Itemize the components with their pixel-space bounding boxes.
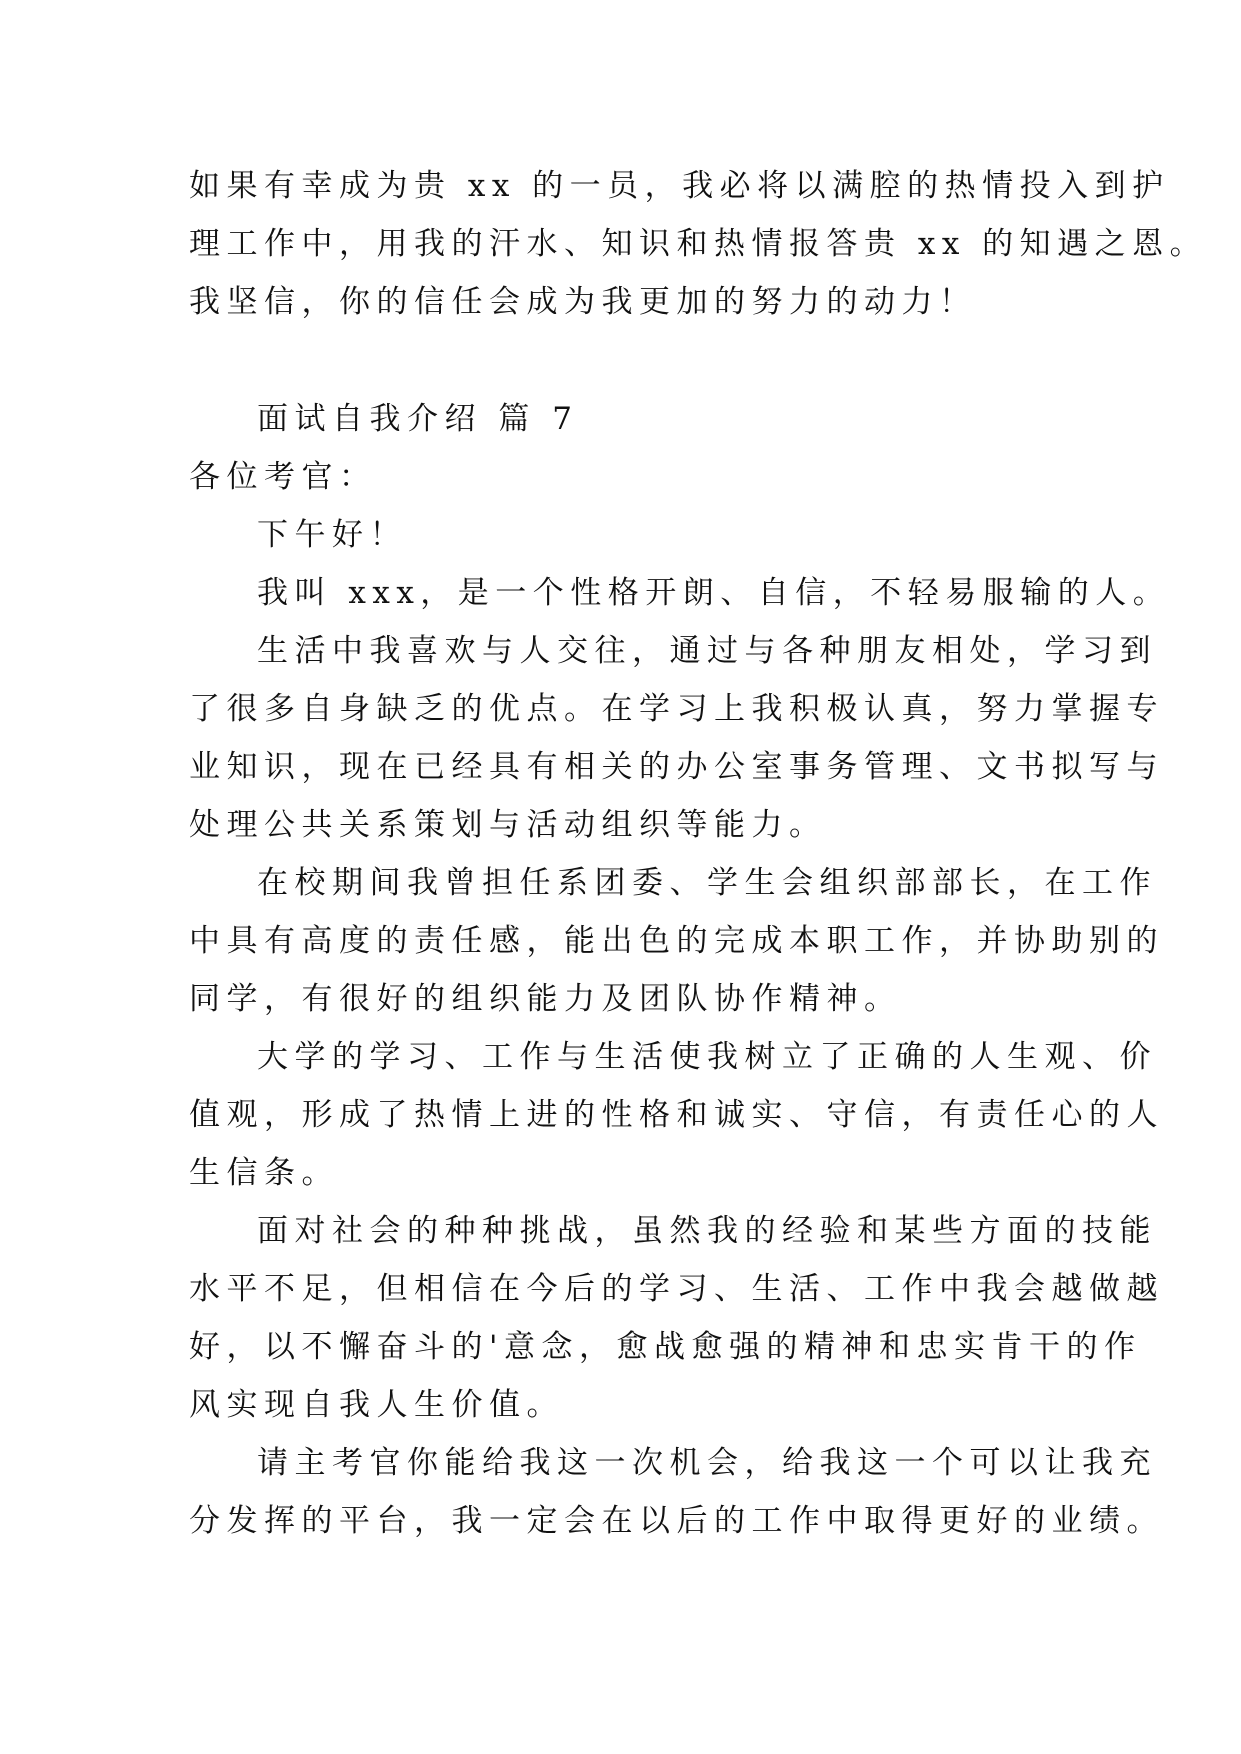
text-line: 生信条。 [189, 1155, 339, 1191]
text-line: 同学，有很好的组织能力及团队协作精神。 [189, 981, 902, 1017]
text-line: 生活中我喜欢与人交往，通过与各种朋友相处，学习到 [257, 633, 1157, 669]
text-line: 面对社会的种种挑战，虽然我的经验和某些方面的技能 [257, 1213, 1157, 1249]
salutation: 各位考官： [189, 459, 377, 495]
text-line: 业知识，现在已经具有相关的办公室事务管理、文书拟写与 [189, 749, 1164, 785]
section-heading: 面试自我介绍 篇 7 [257, 401, 579, 437]
text-line: 请主考官你能给我这一次机会，给我这一个可以让我充 [257, 1445, 1157, 1481]
text-line: 在校期间我曾担任系团委、学生会组织部部长，在工作 [257, 865, 1157, 901]
text-line: 风实现自我人生价值。 [189, 1387, 564, 1423]
text-line: 分发挥的平台，我一定会在以后的工作中取得更好的业绩。 [189, 1503, 1164, 1539]
text-line: 了很多自身缺乏的优点。在学习上我积极认真，努力掌握专 [189, 691, 1164, 727]
greeting: 下午好！ [257, 517, 407, 553]
text-line: 水平不足，但相信在今后的学习、生活、工作中我会越做越 [189, 1271, 1164, 1307]
text-line: 中具有高度的责任感，能出色的完成本职工作，并协助别的 [189, 923, 1164, 959]
text-line: 我坚信，你的信任会成为我更加的努力的动力！ [189, 284, 977, 320]
text-line: 如果有幸成为贵 xx 的一员，我必将以满腔的热情投入到护 [189, 168, 1170, 204]
text-line: 处理公共关系策划与活动组织等能力。 [189, 807, 827, 843]
text-line: 我叫 xxx，是一个性格开朗、自信，不轻易服输的人。 [257, 575, 1171, 611]
text-line: 好，以不懈奋斗的'意念，愈战愈强的精神和忠实肯干的作 [189, 1329, 1142, 1365]
text-line: 理工作中，用我的汗水、知识和热情报答贵 xx 的知遇之恩。 [189, 226, 1208, 262]
text-line: 大学的学习、工作与生活使我树立了正确的人生观、价 [257, 1039, 1157, 1075]
text-line: 值观，形成了热情上进的性格和诚实、守信，有责任心的人 [189, 1097, 1164, 1133]
